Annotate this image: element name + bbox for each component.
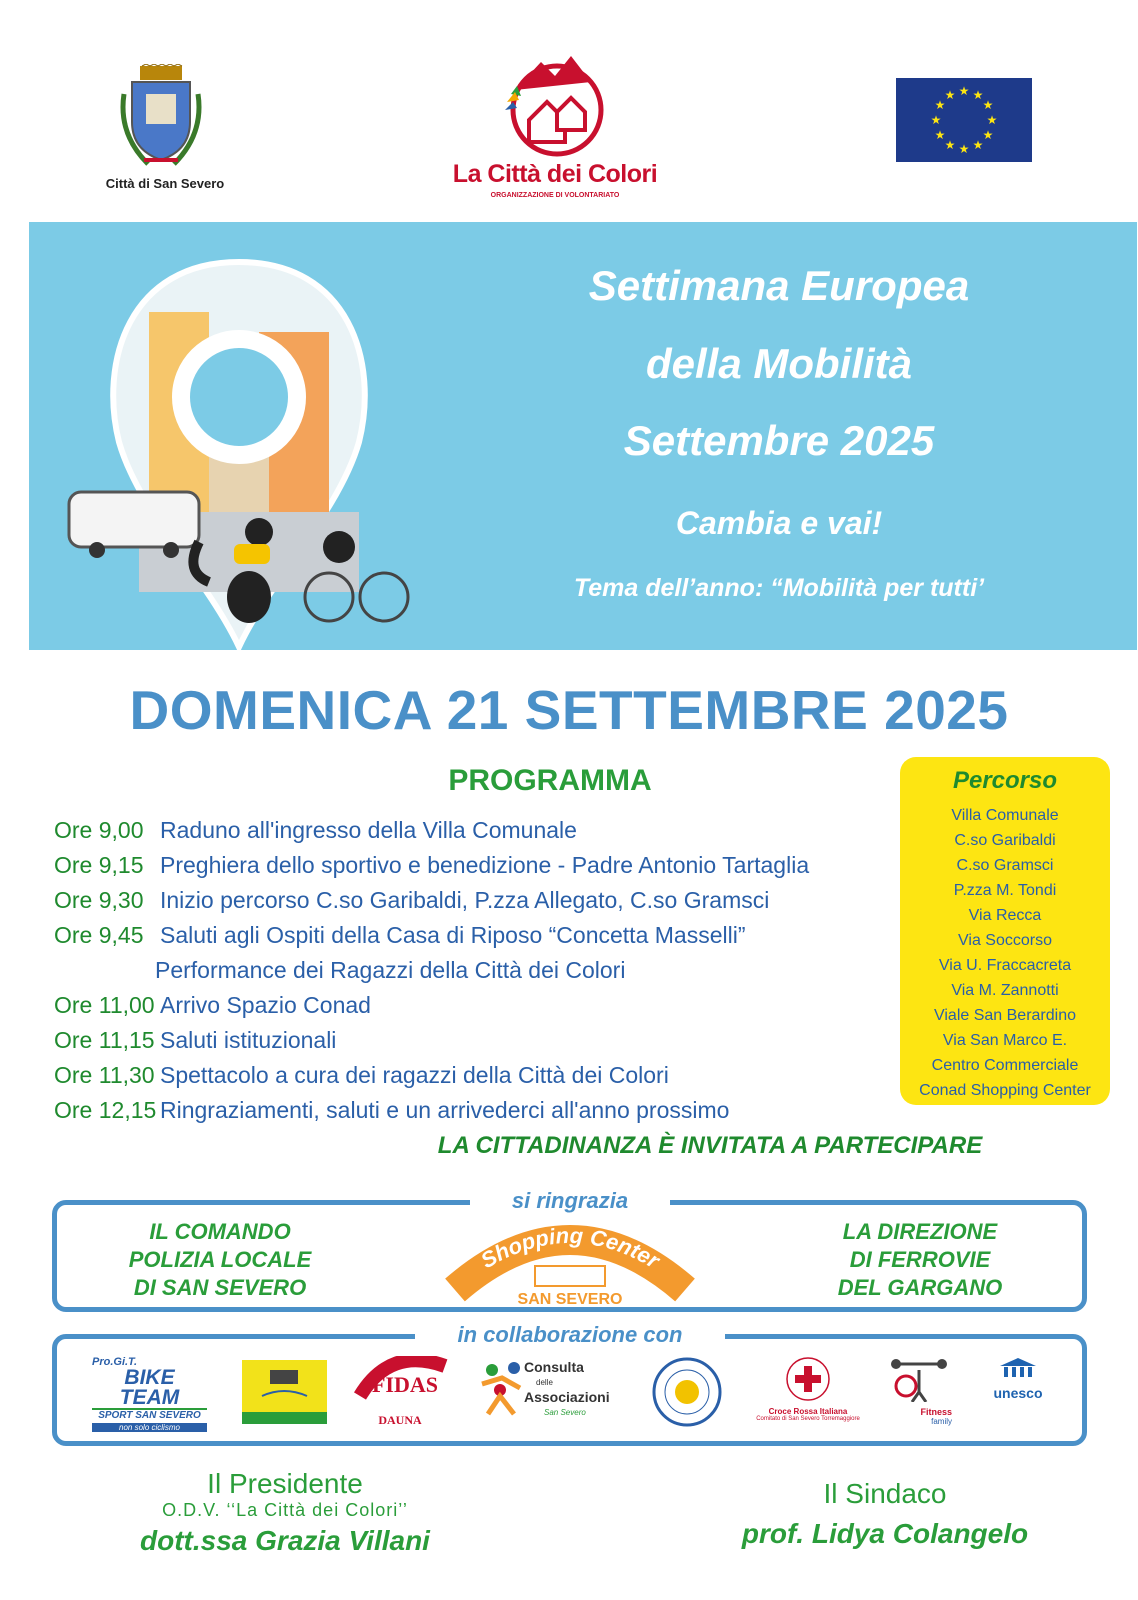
fidas-name: FIDAS bbox=[371, 1372, 439, 1397]
unesco-name: unesco bbox=[993, 1385, 1043, 1401]
partner-police-association-seal-icon bbox=[651, 1356, 723, 1428]
red-cross-name: Croce Rossa Italiana bbox=[768, 1407, 848, 1416]
programme-description: Inizio percorso C.so Garibaldi, P.zza Allegato, C.so Gramsci bbox=[160, 887, 770, 913]
thanks-line: POLIZIA LOCALE bbox=[128, 1247, 312, 1272]
bike-team-name: BIKE TEAM bbox=[119, 1366, 180, 1409]
mayor-role: Il Sindaco bbox=[823, 1478, 947, 1509]
programme-item bbox=[54, 922, 745, 949]
fitness-figure-icon bbox=[886, 1356, 952, 1402]
programme-item bbox=[54, 992, 371, 1019]
consulta-line-1: Consulta bbox=[524, 1359, 584, 1375]
programme-time: Ore 11,00 bbox=[54, 992, 155, 1018]
programme-item bbox=[54, 887, 769, 914]
svg-text:★: ★ bbox=[986, 113, 998, 127]
city-name-label: Città di San Severo bbox=[105, 176, 225, 191]
partner-red-cross-logo bbox=[748, 1356, 868, 1428]
programme-item bbox=[54, 1027, 336, 1054]
mayor-name: prof. Lidya Colangelo bbox=[741, 1518, 1029, 1549]
fidas-drop-icon bbox=[350, 1356, 450, 1408]
thanks-police-command bbox=[95, 1218, 345, 1302]
route-stop: Conad Shopping Center bbox=[919, 1082, 1091, 1099]
route-stop: Viale San Berardino bbox=[933, 1007, 1077, 1024]
programme-description: Preghiera dello sportivo e benedizione - Padre Antonio Tartaglia bbox=[160, 852, 810, 878]
svg-text:★: ★ bbox=[934, 98, 946, 112]
programme-description: Spettacolo a cura dei ragazzi della Città dei Colori bbox=[160, 1062, 669, 1088]
partner-consulta-logo bbox=[478, 1356, 628, 1428]
svg-text:★: ★ bbox=[944, 88, 956, 102]
programme-description: Arrivo Spazio Conad bbox=[160, 992, 371, 1018]
svg-text:★: ★ bbox=[958, 84, 970, 98]
signature-president bbox=[100, 1468, 470, 1557]
thanks-line: DI FERROVIE bbox=[849, 1247, 991, 1272]
consulta-figures-icon bbox=[478, 1360, 528, 1420]
svg-text:★: ★ bbox=[982, 128, 994, 142]
eu-flag-icon bbox=[896, 78, 1032, 162]
programme-time: Ore 9,45 bbox=[54, 922, 144, 948]
shopping-center-name: Shopping Center bbox=[476, 1222, 664, 1274]
route-stop: Via Soccorso bbox=[958, 932, 1052, 949]
event-banner bbox=[29, 222, 1137, 650]
thanks-line: LA DIREZIONE bbox=[842, 1219, 998, 1244]
thanks-railway-direction bbox=[795, 1218, 1045, 1302]
thanks-line: DEL GARGANO bbox=[837, 1275, 1003, 1300]
president-organization: O.D.V. ‘‘La Città dei Colori’’ bbox=[162, 1500, 408, 1520]
svg-text:★: ★ bbox=[958, 142, 970, 156]
consulta-line-3: Associazioni bbox=[524, 1389, 610, 1405]
programme-time: Ore 9,30 bbox=[54, 887, 144, 913]
president-name: dott.ssa Grazia Villani bbox=[140, 1525, 430, 1556]
route-title: Percorso bbox=[952, 767, 1058, 794]
organization-name: La Città dei Colori bbox=[452, 160, 658, 188]
red-cross-seal-icon bbox=[785, 1356, 831, 1402]
fitness-family: family bbox=[931, 1417, 952, 1426]
red-cross-committee: Comitato di San Severo Torremaggiore bbox=[756, 1416, 860, 1422]
programme-description: Saluti istituzionali bbox=[160, 1027, 337, 1053]
collaboration-label: in collaborazione con bbox=[415, 1322, 725, 1348]
svg-text:★: ★ bbox=[930, 113, 942, 127]
svg-text:★: ★ bbox=[982, 98, 994, 112]
svg-text:★: ★ bbox=[972, 88, 984, 102]
signature-mayor bbox=[715, 1478, 1055, 1550]
event-date-heading: DOMENICA 21 SETTEMBRE 2025 bbox=[129, 679, 1009, 741]
bike-team-tag: non solo ciclismo bbox=[92, 1423, 207, 1432]
svg-text:★: ★ bbox=[934, 128, 946, 142]
programme-description: Ringraziamenti, saluti e un arrivederci all'anno prossimo bbox=[160, 1097, 730, 1123]
programme-description: Performance dei Ragazzi della Città dei Colori bbox=[155, 957, 626, 983]
banner-slogan: Cambia e vai! bbox=[675, 505, 883, 541]
programme-item bbox=[155, 957, 625, 984]
programme-time: Ore 12,15 bbox=[54, 1097, 157, 1123]
programme-time: Ore 9,00 bbox=[54, 817, 144, 843]
route-stop: Via San Marco E. bbox=[942, 1032, 1068, 1049]
programme-time: Ore 11,15 bbox=[54, 1027, 155, 1053]
shopping-center-city: SAN SEVERO bbox=[517, 1291, 623, 1308]
president-role: Il Presidente bbox=[207, 1468, 363, 1499]
programme-time: Ore 11,30 bbox=[54, 1062, 155, 1088]
bike-team-sub: SPORT SAN SEVERO bbox=[92, 1408, 207, 1421]
shopping-center-logo bbox=[440, 1218, 700, 1308]
partner-fidas-logo bbox=[350, 1356, 450, 1428]
route-stop: C.so Gramsci bbox=[956, 857, 1054, 874]
route-stop: P.zza M. Tondi bbox=[953, 882, 1057, 899]
programme-time: Ore 9,15 bbox=[54, 852, 144, 878]
route-box bbox=[900, 757, 1110, 1105]
banner-title-line-3: Settembre 2025 bbox=[623, 417, 935, 464]
city-coat-of-arms-icon bbox=[118, 64, 204, 168]
fitness-name: Fitness bbox=[920, 1407, 952, 1417]
thanks-line: IL COMANDO bbox=[149, 1219, 291, 1244]
banner-theme: Tema dell’anno: “Mobilità per tutti’ bbox=[573, 574, 985, 602]
partner-fitness-family-logo bbox=[886, 1356, 952, 1428]
programme-item bbox=[54, 1062, 669, 1089]
unesco-temple-icon bbox=[998, 1356, 1038, 1380]
programme-description: Raduno all'ingresso della Villa Comunale bbox=[160, 817, 577, 843]
consulta-line-2: delle bbox=[536, 1378, 553, 1387]
programme-item bbox=[54, 817, 577, 844]
programme-description: Saluti agli Ospiti della Casa di Riposo “Concetta Masselli” bbox=[160, 922, 746, 948]
partner-villa-logo-icon bbox=[242, 1356, 327, 1428]
fidas-sub: DAUNA bbox=[378, 1413, 422, 1427]
route-stop: Centro Commerciale bbox=[931, 1057, 1079, 1074]
route-stop: C.so Garibaldi bbox=[954, 832, 1056, 849]
svg-text:★: ★ bbox=[972, 138, 984, 152]
thanks-label: si ringrazia bbox=[470, 1188, 670, 1214]
invitation-text: LA CITTADINANZA È INVITATA A PARTECIPARE bbox=[437, 1132, 983, 1159]
route-stop: Via Recca bbox=[968, 907, 1042, 924]
thanks-line: DI SAN SEVERO bbox=[133, 1275, 307, 1300]
programme-item bbox=[54, 852, 809, 879]
organization-subtitle: ORGANIZZAZIONE DI VOLONTARIATO bbox=[490, 192, 620, 199]
programme-item bbox=[54, 1097, 729, 1124]
partner-bike-team-logo bbox=[92, 1356, 207, 1432]
banner-title-line-2: della Mobilità bbox=[645, 340, 913, 387]
route-stop: Via U. Fraccacreta bbox=[938, 957, 1072, 974]
svg-text:★: ★ bbox=[944, 138, 956, 152]
route-stop: Villa Comunale bbox=[951, 807, 1059, 824]
mobility-pin-illustration-icon bbox=[59, 252, 419, 652]
citta-dei-colori-logo-icon bbox=[495, 50, 615, 160]
bike-team-top: Pro.Gi.T. bbox=[92, 1356, 138, 1368]
programme-title: PROGRAMMA bbox=[448, 764, 652, 797]
route-stop: Via M. Zannotti bbox=[951, 982, 1059, 999]
partner-unesco-logo bbox=[980, 1356, 1056, 1428]
consulta-line-4: San Severo bbox=[544, 1408, 586, 1417]
banner-title-line-1: Settimana Europea bbox=[588, 262, 970, 309]
